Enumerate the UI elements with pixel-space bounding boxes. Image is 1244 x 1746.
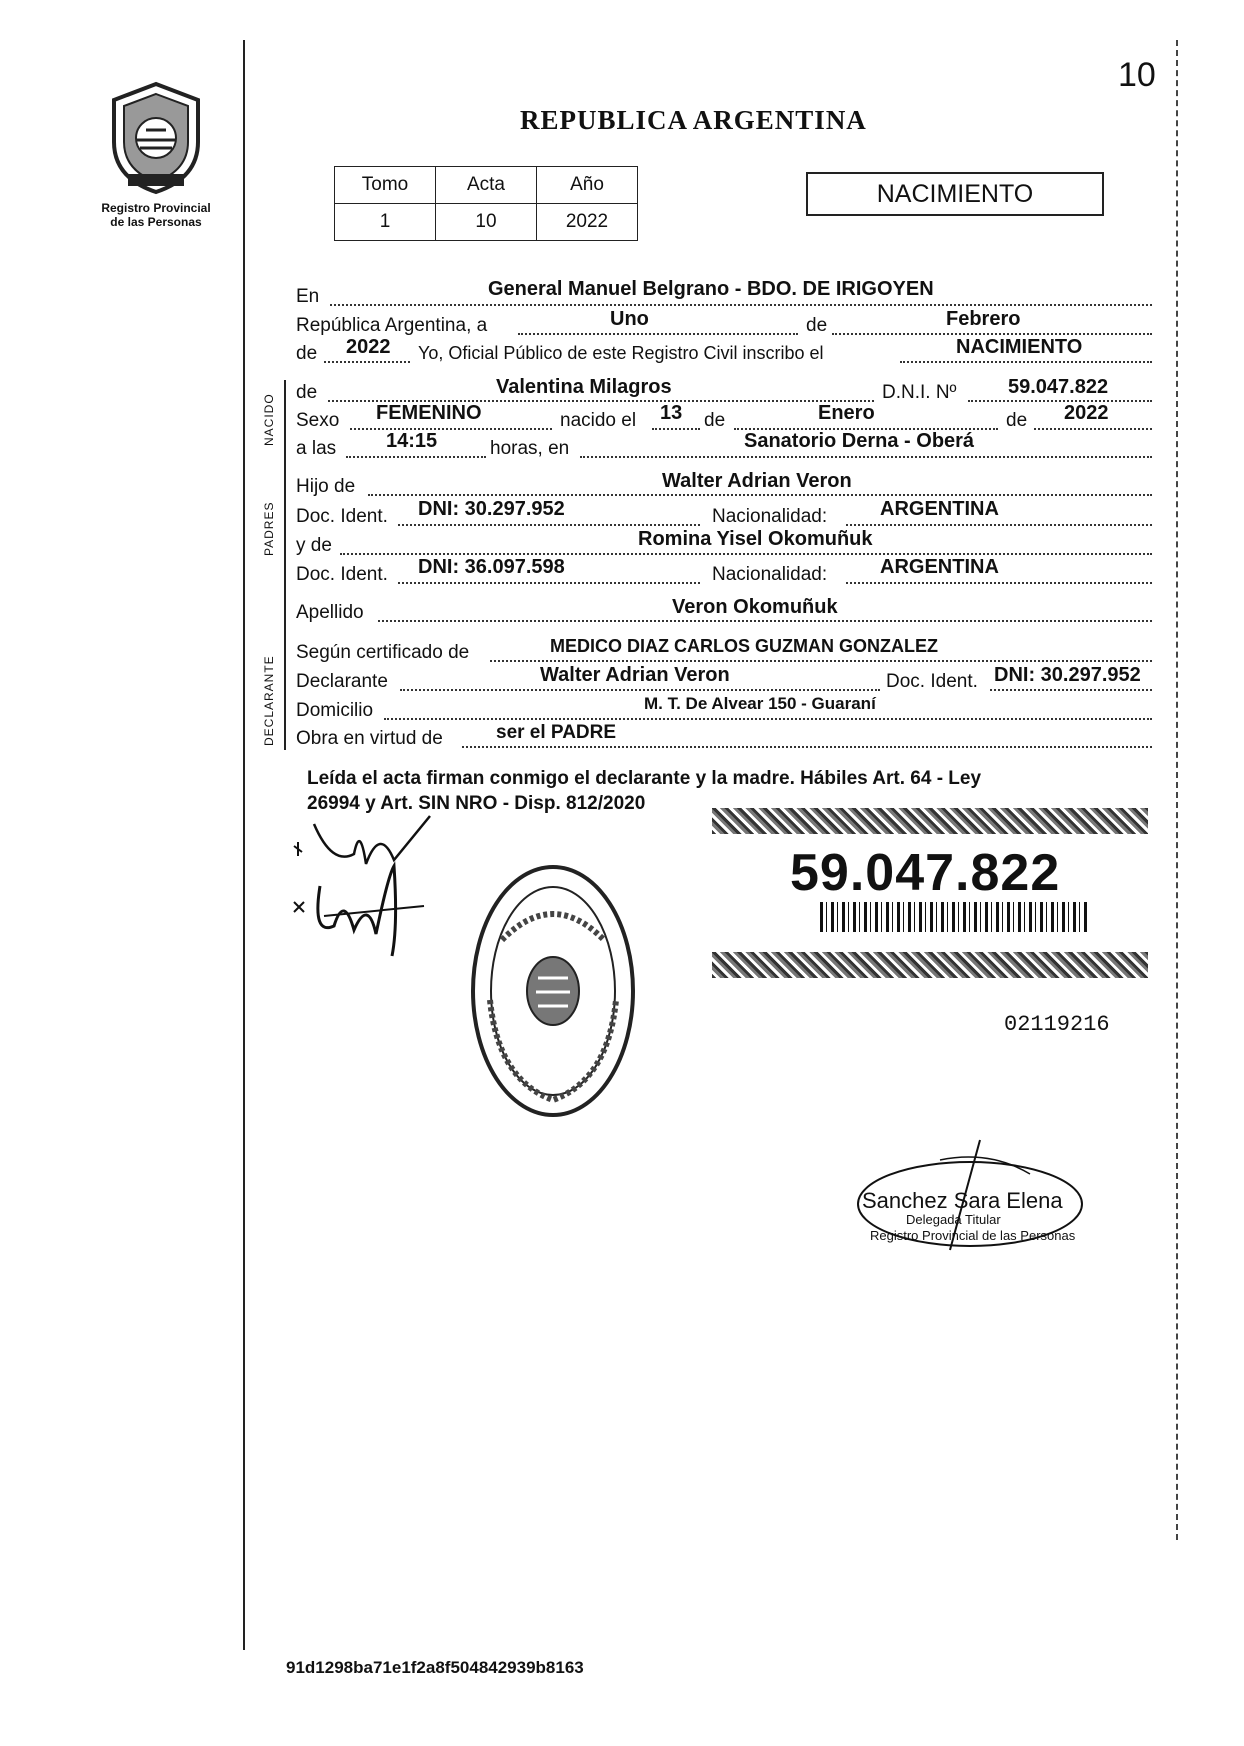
label-y-de: y de bbox=[296, 535, 332, 556]
label-de-year: de bbox=[296, 343, 318, 364]
label-republica: República Argentina, a bbox=[296, 315, 488, 336]
field-father-nationality: ARGENTINA bbox=[880, 498, 999, 520]
coat-of-arms-icon bbox=[106, 80, 206, 196]
field-mother-doc: DNI: 36.097.598 bbox=[418, 556, 565, 578]
dots bbox=[990, 689, 1152, 691]
dni-number-large: 59.047.822 bbox=[790, 844, 1061, 902]
label-nacido-el: nacido el bbox=[560, 410, 637, 431]
dots bbox=[324, 361, 410, 363]
field-surname: Veron Okomuñuk bbox=[672, 596, 838, 618]
field-declarant-doc: DNI: 30.297.952 bbox=[994, 664, 1141, 686]
dots bbox=[340, 553, 1152, 555]
field-birth-day: 13 bbox=[660, 402, 683, 424]
label-de-b: de bbox=[704, 410, 726, 431]
label-apellido: Apellido bbox=[296, 602, 364, 623]
dots bbox=[368, 494, 1152, 496]
field-birth-month: Enero bbox=[818, 402, 875, 424]
record-table-value-row bbox=[335, 204, 638, 241]
field-address: M. T. De Alvear 150 - Guaraní bbox=[644, 694, 876, 713]
header-anio: Año bbox=[537, 167, 638, 204]
label-nac-father: Nacionalidad: bbox=[712, 506, 828, 527]
field-certificate: MEDICO DIAZ CARLOS GUZMAN GONZALEZ bbox=[550, 636, 938, 656]
label-de-name: de bbox=[296, 382, 318, 403]
field-acts-as: ser el PADRE bbox=[496, 722, 617, 743]
dots bbox=[490, 660, 1152, 662]
field-day: Uno bbox=[610, 308, 649, 330]
document-hash: 91d1298ba71e1f2a8f504842939b8163 bbox=[286, 1658, 584, 1677]
dots bbox=[398, 582, 700, 584]
field-father-name: Walter Adrian Veron bbox=[662, 470, 852, 492]
dots bbox=[518, 333, 798, 335]
field-month: Febrero bbox=[946, 308, 1021, 330]
label-doc-mother: Doc. Ident. bbox=[296, 564, 388, 585]
label-dni: D.N.I. Nº bbox=[882, 382, 957, 403]
field-father-doc: DNI: 30.297.952 bbox=[418, 498, 565, 520]
label-horas: horas, en bbox=[490, 438, 570, 459]
header-acta: Acta bbox=[436, 167, 537, 204]
field-sex: FEMENINO bbox=[376, 402, 482, 424]
dots bbox=[346, 456, 486, 458]
field-year: 2022 bbox=[346, 336, 391, 358]
dots bbox=[846, 582, 1152, 584]
side-label-padres: PADRES bbox=[262, 501, 276, 556]
left-margin-rule bbox=[243, 40, 245, 1650]
field-mother-nationality: ARGENTINA bbox=[880, 556, 999, 578]
label-obra: Obra en virtud de bbox=[296, 728, 443, 749]
label-inscribo: Yo, Oficial Público de este Registro Civil inscribo el bbox=[418, 343, 824, 363]
label-doc-father: Doc. Ident. bbox=[296, 506, 388, 527]
record-table-header-row bbox=[335, 167, 638, 204]
dots bbox=[832, 333, 1152, 335]
dots bbox=[400, 689, 880, 691]
field-child-dni: 59.047.822 bbox=[1008, 376, 1109, 398]
logo-label-line1: Registro Provincial bbox=[101, 201, 211, 215]
field-mother-name: Romina Yisel Okomuñuk bbox=[638, 528, 873, 550]
field-declarant-name: Walter Adrian Veron bbox=[540, 664, 730, 686]
dots bbox=[350, 428, 552, 430]
label-certificado: Según certificado de bbox=[296, 642, 470, 663]
field-child-name: Valentina Milagros bbox=[496, 376, 672, 398]
dots bbox=[378, 620, 1152, 622]
label-doc-declarant: Doc. Ident. bbox=[886, 671, 978, 692]
label-de: de bbox=[806, 315, 828, 336]
field-birth-time: 14:15 bbox=[386, 430, 438, 452]
logo-label-line2: de las Personas bbox=[110, 215, 202, 229]
dots bbox=[580, 456, 1152, 458]
record-type-box: NACIMIENTO bbox=[806, 172, 1104, 216]
official-role: Delegada Titular bbox=[906, 1212, 1001, 1227]
security-band-top bbox=[712, 808, 1148, 834]
label-nac-mother: Nacionalidad: bbox=[712, 564, 828, 585]
dots bbox=[384, 718, 1152, 720]
dots bbox=[1034, 428, 1152, 430]
field-birth-place: Sanatorio Derna - Oberá bbox=[744, 430, 975, 452]
label-hijo-de: Hijo de bbox=[296, 476, 356, 497]
official-organization: Registro Provincial de las Personas bbox=[870, 1228, 1076, 1243]
dots bbox=[330, 304, 1152, 306]
official-name: Sanchez Sara Elena bbox=[862, 1188, 1063, 1213]
label-en: En bbox=[296, 286, 320, 307]
dots bbox=[462, 746, 1152, 748]
label-de-c: de bbox=[1006, 410, 1028, 431]
record-table bbox=[334, 166, 638, 241]
registry-logo bbox=[92, 80, 220, 229]
label-declarante: Declarante bbox=[296, 671, 388, 692]
label-a-las: a las bbox=[296, 438, 337, 459]
value-acta: 10 bbox=[436, 204, 537, 241]
document-title: REPUBLICA ARGENTINA bbox=[520, 105, 867, 135]
dots bbox=[652, 428, 700, 430]
dots bbox=[846, 524, 1152, 526]
dots bbox=[968, 400, 1152, 402]
value-anio: 2022 bbox=[537, 204, 638, 241]
dots bbox=[900, 361, 1152, 363]
signature-note-line1: Leída el acta firman conmigo el declarante y la madre. Hábiles Art. 64 - Ley bbox=[307, 768, 982, 789]
declarant-signature-icon bbox=[284, 806, 474, 976]
official-stamp-icon bbox=[468, 860, 638, 1122]
barcode-icon bbox=[820, 902, 1090, 932]
header-tomo: Tomo bbox=[335, 167, 436, 204]
value-tomo: 1 bbox=[335, 204, 436, 241]
left-section-rule bbox=[284, 380, 286, 750]
label-domicilio: Domicilio bbox=[296, 700, 374, 721]
right-margin-rule bbox=[1176, 40, 1178, 1540]
side-label-nacido: NACIDO bbox=[262, 393, 276, 446]
serial-number: 02119216 bbox=[1004, 1012, 1110, 1037]
dots bbox=[398, 524, 700, 526]
label-sexo: Sexo bbox=[296, 410, 340, 431]
signature-note-line2: 26994 y Art. SIN NRO - Disp. 812/2020 bbox=[307, 793, 646, 814]
side-label-declarante: DECLARANTE bbox=[262, 655, 276, 746]
page-number: 10 bbox=[1118, 56, 1156, 94]
security-band-bottom bbox=[712, 952, 1148, 978]
field-act-type: NACIMIENTO bbox=[956, 336, 1083, 358]
field-place-registry: General Manuel Belgrano - BDO. DE IRIGOYEN bbox=[488, 278, 934, 300]
field-birth-year: 2022 bbox=[1064, 402, 1109, 424]
